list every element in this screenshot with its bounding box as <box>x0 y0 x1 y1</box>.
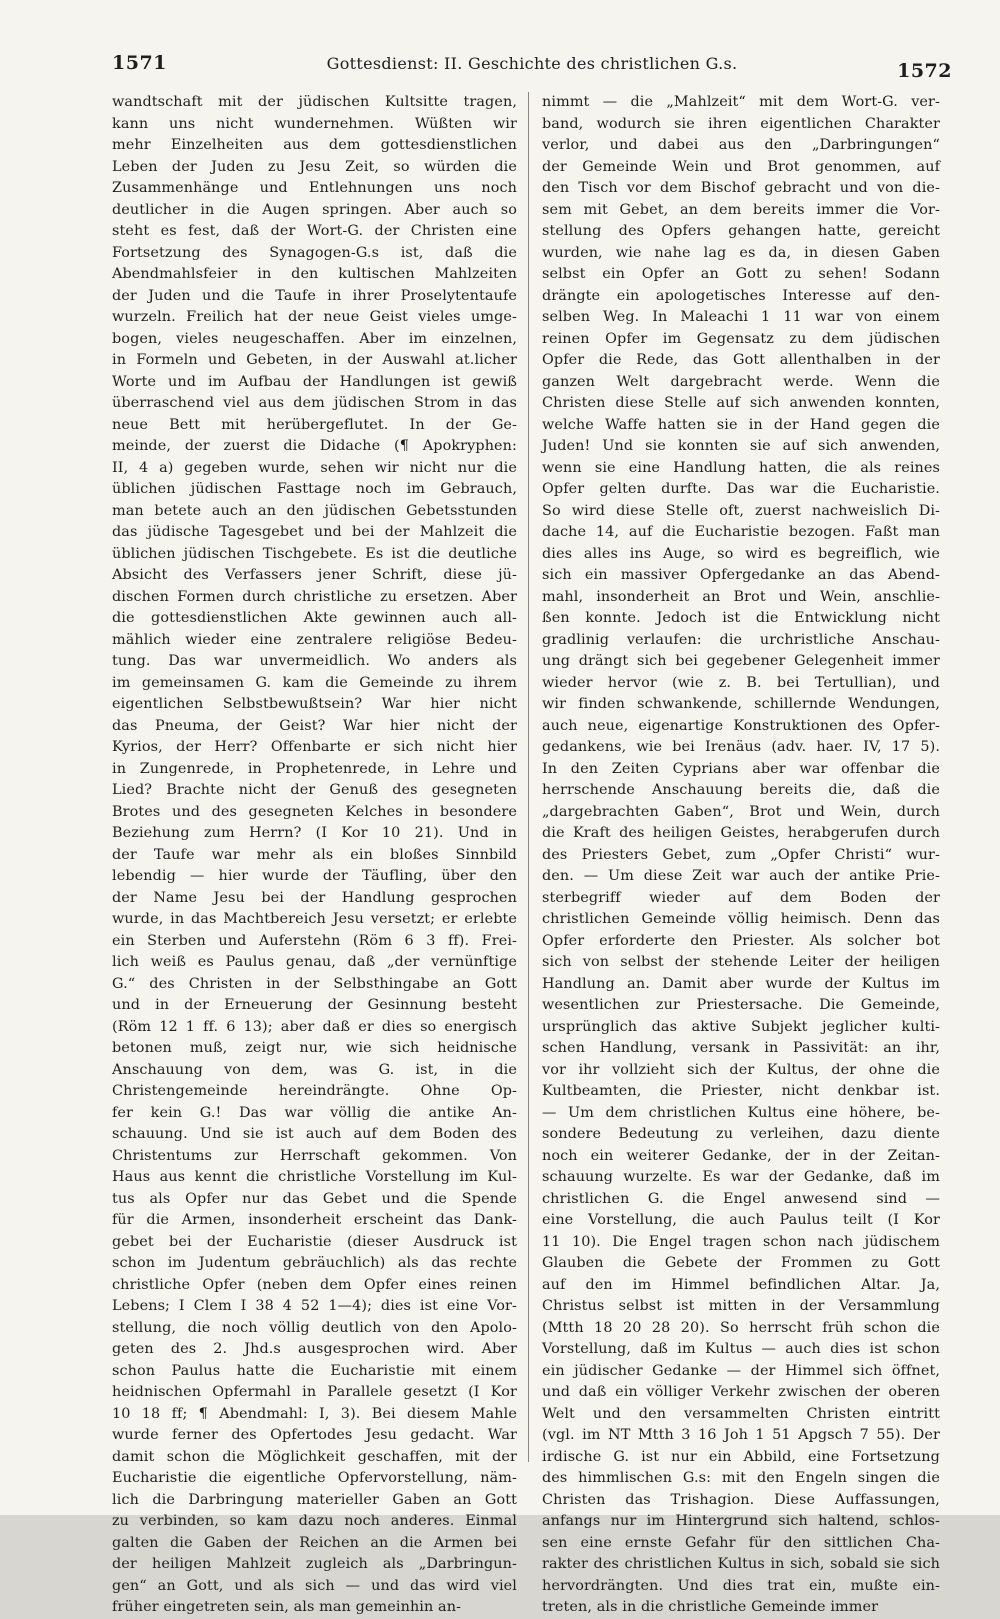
text-line: sen eine ernste Gefahr für den sittlichen Cha- <box>542 1534 940 1551</box>
text-line: den Tisch vor dem Bischof gebracht und von die- <box>542 180 940 196</box>
left-column <box>112 92 517 1615</box>
text-line: band, wodurch sie ihren eigentlichen Charakter <box>542 115 940 132</box>
text-line: Zusammenhänge und Entlehnungen uns noch <box>112 180 517 196</box>
text-line: Absicht des Verfassers jener Schrift, diese jü- <box>112 567 517 583</box>
text-line: wurzeln. Freilich hat der neue Geist vieles umge- <box>112 309 517 325</box>
text-line: Christus selbst ist mitten in der Versammlung <box>542 1298 940 1314</box>
text-line: anfangs nur im Hintergrund sich haltend, schlos- <box>542 1513 940 1529</box>
text-line: 11 10). Die Engel tragen schon nach jüdischem <box>542 1233 940 1250</box>
text-line: selbst ein Opfer an Gott zu sehen! Sodann <box>542 266 940 282</box>
text-line: der Name Jesu bei der Handlung gesprochen <box>112 889 517 906</box>
text-line: die gottesdienstlichen Akte gewinnen auch all- <box>112 610 517 626</box>
text-line: Fortsetzung des Synagogen-G.s ist, daß die <box>112 244 517 261</box>
text-line: üblichen jüdischen Fasttage noch im Gebrauch, <box>112 481 517 497</box>
text-line: steht es fest, daß der Wort-G. der Christen eine <box>112 223 517 239</box>
text-line: Christen diese Stelle auf sich anwenden konnten, <box>542 395 940 411</box>
page-number-left: 1571 <box>112 52 167 74</box>
text-line: herrschende Anschauung bereits die, daß die <box>542 782 940 798</box>
text-line: dischen Formen durch christliche zu ersetzen. Aber <box>112 588 517 605</box>
text-line: lebendig — hier wurde der Täufling, über den <box>112 868 517 884</box>
text-line: galten die Gaben der Reichen an die Armen bei <box>112 1534 517 1551</box>
text-line: ursprünglich das aktive Subjekt jeglicher kulti- <box>542 1018 940 1035</box>
text-line: sterbegriff wieder auf dem Boden der <box>542 889 940 906</box>
text-line: des himmlischen G.s: mit den Engeln singen die <box>542 1470 940 1486</box>
text-line: überraschend viel aus dem jüdischen Strom in das <box>112 395 517 411</box>
text-line: deutlicher in die Augen springen. Aber auch so <box>112 201 517 218</box>
text-line: stellung, die noch völlig deutlich von den Apolo- <box>112 1319 517 1336</box>
text-line: So wird diese Stelle oft, zuerst nachweislich Di- <box>542 502 940 519</box>
text-line: ßen konnte. Jedoch ist die Entwicklung nicht <box>542 610 940 626</box>
text-line: Eucharistie die eigentliche Opfervorstellung, näm- <box>112 1470 517 1486</box>
text-line: sich ein massiver Opfergedanke an das Abend- <box>542 567 940 583</box>
text-line: Kyrios, der Herr? Offenbarte er sich nicht hier <box>112 739 517 755</box>
page-header <box>112 52 952 82</box>
text-line: Christen das Trishagion. Diese Auffassungen, <box>542 1491 940 1508</box>
text-line: Christengemeinde hereindrängte. Ohne Op- <box>112 1083 517 1099</box>
text-line: Handlung an. Damit aber wurde der Kultus im <box>542 975 940 992</box>
text-line: im gemeinsamen G. kam die Gemeinde zu ihrem <box>112 674 517 691</box>
right-column <box>542 92 940 1615</box>
text-line: Lebens; I Clem I 38 4 52 1—4); dies ist eine Vor- <box>112 1298 517 1314</box>
text-line: mehr Einzelheiten aus dem gottesdienstlichen <box>112 137 517 153</box>
text-line: der heiligen Mahlzeit zugleich als „Darbringun- <box>112 1556 517 1572</box>
text-line: der Juden und die Taufe in ihrer Proselytentaufe <box>112 287 517 304</box>
text-line: II, 4 a) gegeben wurde, sehen wir nicht nur die <box>112 459 517 476</box>
text-line: ein jüdischer Gedanke — der Himmel sich öffnet, <box>542 1362 940 1379</box>
text-line: Worte und im Aufbau der Handlungen ist gewiß <box>112 373 517 390</box>
text-line: Welt und den versammelten Christen eintritt <box>542 1405 940 1422</box>
text-line: wurde, in das Machtbereich Jesu versetzt; er erlebte <box>112 911 517 927</box>
text-line: betonen muß, zeigt nur, wie sich heidnische <box>112 1040 517 1056</box>
column-divider <box>528 92 529 1462</box>
text-line: heidnischen Opfermahl in Parallele gesetzt (I Kor <box>112 1384 517 1400</box>
text-line: (vgl. im NT Mtth 3 16 Joh 1 51 Apgsch 7 55). Der <box>542 1427 940 1443</box>
text-line: schauung. Und sie ist auch auf dem Boden des <box>112 1126 517 1142</box>
text-line: Beziehung zum Herrn? (I Kor 10 21). Und in <box>112 825 517 841</box>
text-line: die Kraft des heiligen Geistes, herabgerufen durch <box>542 825 940 841</box>
text-line: ein Sterben und Auferstehn (Röm 6 3 ff). Frei- <box>112 932 517 949</box>
text-line: auf den im Himmel befindlichen Altar. Ja, <box>542 1276 940 1293</box>
text-line: welche Waffe hatten sie in der Hand gegen die <box>542 416 940 433</box>
text-line: tung. Das war unvermeidlich. Wo anders als <box>112 653 517 669</box>
text-line: mählich wieder eine zentralere religiöse Bedeu- <box>112 631 517 648</box>
text-line: sich von selbst der stehende Leiter der heiligen <box>542 954 940 970</box>
text-line: G.“ des Christen in der Selbsthingabe an Gott <box>112 975 517 992</box>
text-line: schon im Judentum gebräuchlich) als das rechte <box>112 1255 517 1271</box>
text-line: Vorstellung, daß im Kultus — auch dies ist schon <box>542 1341 940 1357</box>
text-line: drängte ein apologetisches Interesse auf den- <box>542 287 940 304</box>
text-line: Opfer erforderte den Priester. Als solcher bot <box>542 932 940 949</box>
text-line: christliche Opfer (neben dem Opfer eines reinen <box>112 1276 517 1293</box>
text-line: — Um dem christlichen Kultus eine höhere, be- <box>542 1104 940 1121</box>
text-line: für die Armen, insonderheit erscheint das Dank- <box>112 1212 517 1228</box>
text-line: 10 18 ff; ¶ Abendmahl: I, 3). Bei diesem Mahle <box>112 1405 517 1422</box>
text-line: schauung wurzelte. Es war der Gedanke, daß im <box>542 1169 940 1185</box>
text-line: christlichen Gemeinde völlig heimisch. Denn das <box>542 911 940 927</box>
text-line: das Pneuma, der Geist? War hier nicht der <box>112 717 517 734</box>
text-line: der Taufe war mehr als ein bloßes Sinnbild <box>112 846 517 863</box>
text-line: eine Vorstellung, die auch Paulus teilt (I Kor <box>542 1212 940 1228</box>
text-line: Opfer gelten durfte. Das war die Eucharistie. <box>542 481 940 497</box>
text-line: auch neue, eigenartige Konstruktionen des Opfer- <box>542 717 940 734</box>
text-line: wandtschaft mit der jüdischen Kultsitte tragen, <box>112 94 517 110</box>
text-line: rakter des christlichen Kultus in sich, sobald sie sich <box>542 1556 940 1572</box>
text-line: üblichen jüdischen Tischgebete. Es ist die deutliche <box>112 545 517 562</box>
text-line: Haus aus kennt die christliche Vorstellung im Kul- <box>112 1169 517 1185</box>
text-line: bogen, vieles neugeschaffen. Aber im einzelnen, <box>112 330 517 347</box>
text-line: (Röm 12 1 ff. 6 13); aber daß er dies so energisch <box>112 1018 517 1035</box>
text-line: gebet bei der Eucharistie (dieser Ausdruck ist <box>112 1233 517 1250</box>
text-line: eigentlichen Selbstbewußtsein? War hier nicht <box>112 696 517 712</box>
text-line: und in der Erneuerung der Gesinnung besteht <box>112 997 517 1013</box>
text-line: meinde, der zuerst die Didache (¶ Apokryphen: <box>112 438 517 454</box>
text-line: des Priesters Gebet, zum „Opfer Christi“ wur- <box>542 846 940 863</box>
text-line: Lied? Brachte nicht der Genuß des gesegneten <box>112 782 517 798</box>
text-line: geten des 2. Jhd.s ausgesprochen wird. Aber <box>112 1341 517 1357</box>
text-line: wenn sie eine Handlung hatten, die als reines <box>542 459 940 476</box>
text-line: stellung des Opfers gehangen hatte, gereicht <box>542 223 940 239</box>
text-line: gen“ an Gott, und als sich — und das wird viel <box>112 1577 517 1594</box>
text-line: zu verbinden, so kam dazu noch anderes. Einmal <box>112 1513 517 1529</box>
text-line: In den Zeiten Cyprians aber war offenbar die <box>542 760 940 777</box>
text-line: nimmt — die „Mahlzeit“ mit dem Wort-G. ver- <box>542 94 940 110</box>
text-line: vor ihr vollzieht sich der Kultus, der ohne die <box>542 1061 940 1078</box>
text-line: das jüdische Tagesgebet und bei der Mahlzeit die <box>112 524 517 540</box>
text-line: schon Paulus hatte die Eucharistie mit einem <box>112 1362 517 1379</box>
text-line: wir finden schwankende, schillernde Wendungen, <box>542 696 940 712</box>
text-line: dache 14, auf die Eucharistie bezogen. Faßt man <box>542 524 940 540</box>
text-line: damit schon die Möglichkeit geschaffen, mit der <box>112 1448 517 1465</box>
text-line: Kultbeamten, die Priester, nicht denkbar ist. <box>542 1083 940 1099</box>
text-line: christlichen G. die Engel anwesend sind — <box>542 1190 940 1207</box>
text-line: kann uns nicht wundernehmen. Wüßten wir <box>112 115 517 132</box>
text-line: man betete auch an den jüdischen Gebetsstunden <box>112 502 517 519</box>
text-line: selben Weg. In Maleachi 1 11 war von einem <box>542 309 940 325</box>
text-line: sondere Bedeutung zu verleihen, dazu diente <box>542 1126 940 1142</box>
text-line: Juden! Und sie konnten sie auf sich anwenden, <box>542 438 940 454</box>
text-line: „dargebrachten Gaben“, Brot und Wein, durch <box>542 803 940 820</box>
text-line: ung drängt sich bei gegebener Gelegenheit immer <box>542 653 940 669</box>
text-line: den. — Um diese Zeit war auch der antike Prie- <box>542 868 940 884</box>
text-line: irdische G. ist nur ein Abbild, eine Fortsetzung <box>542 1448 940 1465</box>
text-line: lich die Darbringung materieller Gaben an Gott <box>112 1491 517 1508</box>
text-line: Glauben die Gebete der Frommen zu Gott <box>542 1255 940 1271</box>
text-line: Brotes und des gesegneten Kelches in besondere <box>112 803 517 820</box>
text-line: Christentums zur Herrschaft gekommen. Von <box>112 1147 517 1164</box>
text-line: fer kein G.! Das war völlig die antike An- <box>112 1104 517 1121</box>
text-line: in Zungenrede, in Prophetenrede, in Lehre und <box>112 760 517 777</box>
page-number-right: 1572 <box>897 60 952 82</box>
text-line: treten, als in die christliche Gemeinde immer <box>542 1599 879 1615</box>
text-line: neue Bett mit herübergeflutet. In der Ge- <box>112 416 517 433</box>
text-line: lich weiß es Paulus genau, daß „der vernünftige <box>112 954 517 970</box>
text-line: reinen Opfer im Gegensatz zu dem jüdischen <box>542 330 940 347</box>
text-line: wurden, wie nahe lag es da, in diesen Gaben <box>542 244 940 261</box>
text-line: Anschauung von dem, was G. ist, in die <box>112 1061 517 1078</box>
text-line: hervordrängten. Und dies trat ein, mußte ein- <box>542 1577 940 1594</box>
text-line: gradlinig verlaufen: die urchristliche Anschau- <box>542 631 940 648</box>
text-line: sem mit Gebet, an dem bereits immer die Vor- <box>542 201 940 218</box>
text-line: schen Handlung, versank in Passivität: an ihr, <box>542 1040 940 1056</box>
text-line: verlor, und dabei aus den „Darbringungen“ <box>542 137 940 153</box>
text-line: ganzen Welt dargebracht werde. Wenn die <box>542 373 940 390</box>
text-line: der Gemeinde Wein und Brot genommen, auf <box>542 158 940 175</box>
text-line: und daß ein völliger Verkehr zwischen der oberen <box>542 1384 940 1400</box>
text-line: früher eingetreten sein, als man gemeinhin an- <box>112 1599 462 1615</box>
text-line: noch ein weiterer Gedanke, der in der Zeitan- <box>542 1147 940 1164</box>
text-line: dies alles ins Auge, so wird es begreiflich, wie <box>542 545 940 562</box>
text-line: Opfer die Rede, das Gott allenthalben in der <box>542 352 940 368</box>
text-line: mahl, insonderheit an Brot und Wein, anschlie- <box>542 588 940 605</box>
text-line: wieder hervor (wie z. B. bei Tertullian), und <box>542 674 940 691</box>
text-line: (Mtth 18 20 28 20). So herrscht früh schon die <box>542 1319 940 1336</box>
text-line: wesentlichen zur Priestersache. Die Gemeinde, <box>542 997 940 1013</box>
running-title: Gottesdienst: II. Geschichte des christlichen G.s. <box>326 54 738 73</box>
text-line: tus als Opfer nur das Gebet und die Spende <box>112 1190 517 1207</box>
text-line: Leben der Juden zu Jesu Zeit, so würden die <box>112 158 517 175</box>
text-line: Abendmahlsfeier in den kultischen Mahlzeiten <box>112 266 517 282</box>
text-line: wurde ferner des Opfertodes Jesu gedacht. War <box>112 1427 517 1443</box>
text-line: in Formeln und Gebeten, in der Auswahl at.licher <box>112 352 517 368</box>
text-line: gedankens, wie bei Irenäus (adv. haer. IV, 17 5). <box>542 739 940 755</box>
